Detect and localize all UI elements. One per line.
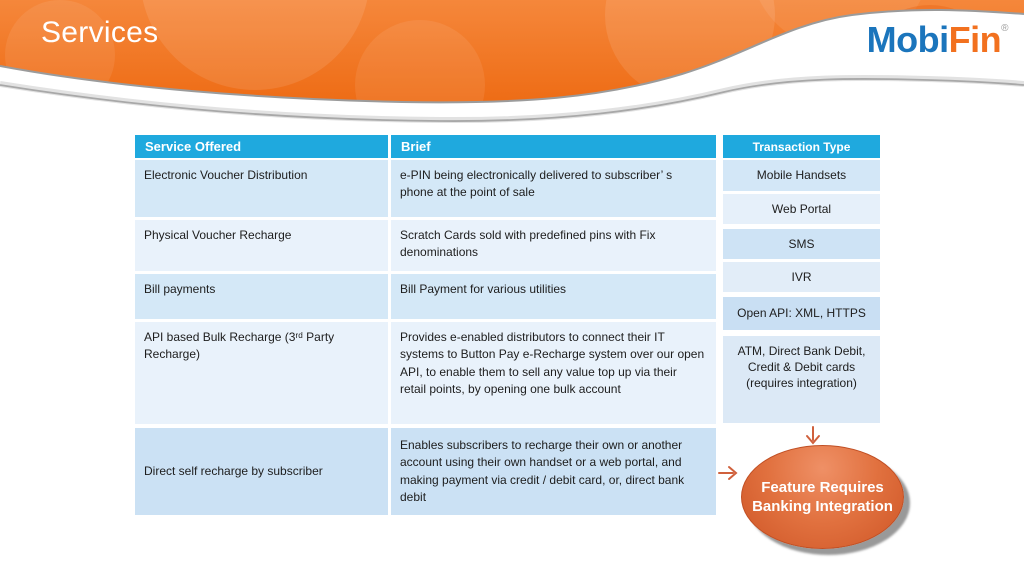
transaction-type-item: Mobile Handsets	[723, 160, 880, 191]
registered-mark: ®	[1001, 23, 1008, 34]
flow-arrow-down-icon	[807, 427, 819, 443]
transaction-type-panel	[723, 135, 880, 423]
transaction-type-header: Transaction Type	[723, 135, 880, 158]
service-cell: API based Bulk Recharge (3ʳᵈ Party Recharge)	[135, 322, 388, 424]
callout-text-line2: Banking Integration	[752, 498, 893, 515]
table-row	[135, 160, 716, 217]
flow-arrow-right-icon	[719, 467, 736, 479]
transaction-type-item: IVR	[723, 262, 880, 292]
logo-mobi-text: Mobi	[866, 19, 949, 60]
logo-fin-text: Fin	[948, 19, 1002, 60]
table-header-brief: Brief	[391, 135, 716, 158]
table-row	[135, 220, 716, 271]
transaction-type-item: Web Portal	[723, 194, 880, 224]
banking-integration-callout	[741, 445, 904, 549]
brief-cell: e-PIN being electronically delivered to subscriber’ s phone at the point of sale	[391, 160, 716, 217]
table-row	[135, 274, 716, 319]
service-cell: Bill payments	[135, 274, 388, 319]
transaction-type-item: Open API: XML, HTTPS	[723, 297, 880, 330]
service-cell: Direct self recharge by subscriber	[135, 428, 388, 515]
table-header-row	[135, 135, 716, 158]
service-cell: Electronic Voucher Distribution	[135, 160, 388, 217]
brief-cell: Bill Payment for various utilities	[391, 274, 716, 319]
table-header-service: Service Offered	[135, 135, 388, 158]
transaction-type-item: SMS	[723, 229, 880, 259]
transaction-type-item: ATM, Direct Bank Debit, Credit & Debit cards (requires integration)	[723, 336, 880, 423]
brief-cell: Scratch Cards sold with predefined pins with Fix denominations	[391, 220, 716, 271]
brief-cell: Enables subscribers to recharge their own or another account using their own handset or a web portal, and making payment via credit / debit card, or, direct bank debit	[391, 428, 716, 515]
table-row	[135, 322, 716, 424]
service-cell: Physical Voucher Recharge	[135, 220, 388, 271]
table-row	[135, 428, 716, 515]
callout-text-line1: Feature Requires	[761, 478, 884, 496]
brief-cell: Provides e-enabled distributors to connect their IT systems to Button Pay e-Recharge system over our open API, to enable them to sell any value top up via their retail points, by opening one bulk account	[391, 322, 716, 424]
services-table	[135, 135, 716, 518]
page-title: Services	[41, 16, 159, 49]
mobifin-logo	[866, 19, 1008, 60]
